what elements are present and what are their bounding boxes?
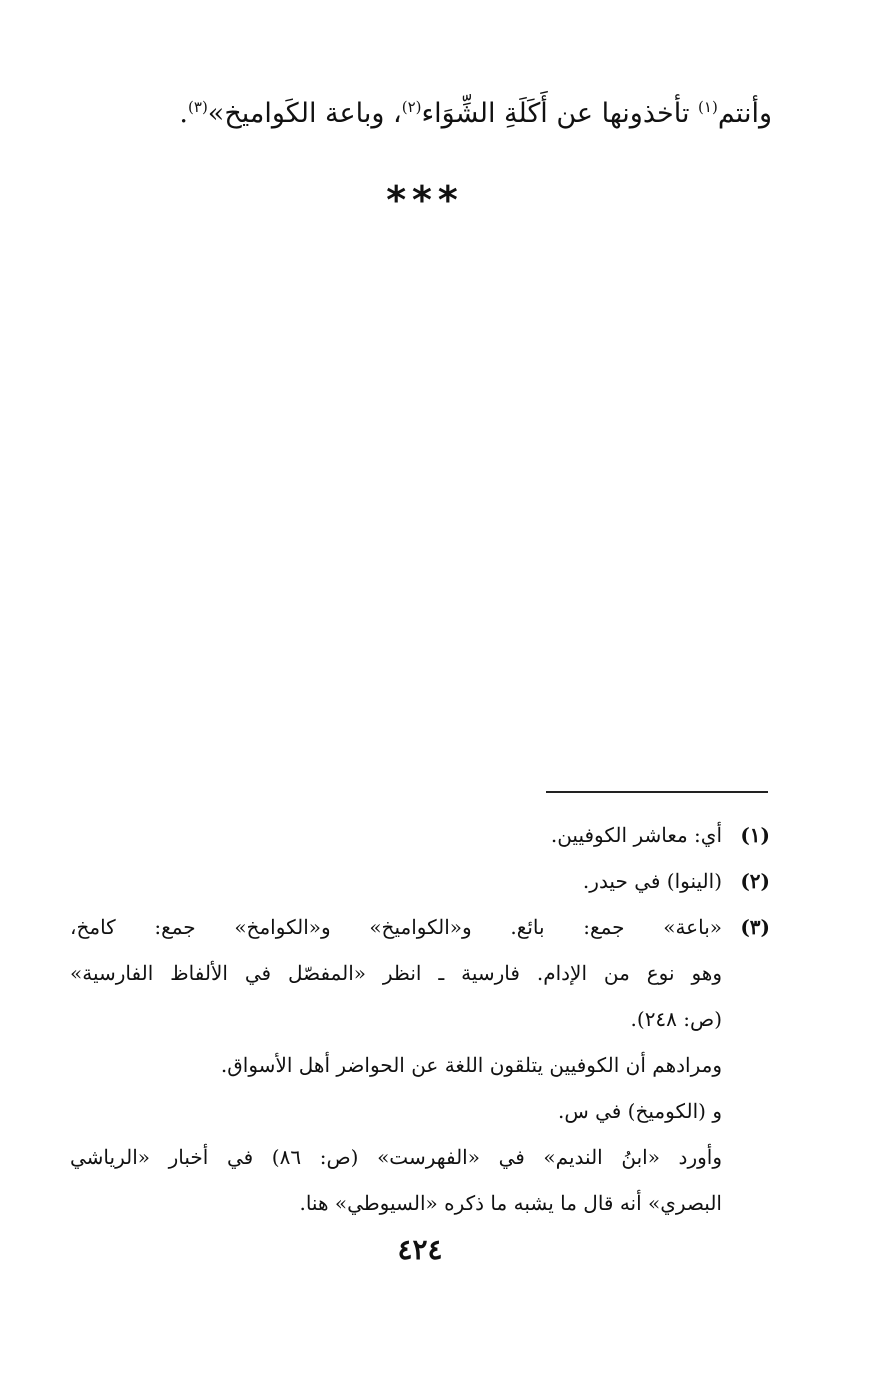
footnote-number: (٣) <box>740 915 770 939</box>
footnote-line: وأورد «ابنُ النديم» في «الفهرست» (ص: ٨٦) في أخبار «الرياشي <box>70 1145 722 1169</box>
verse-text-1: وأنتم <box>717 98 772 129</box>
page-number: ٤٢٤ <box>397 1233 443 1266</box>
footnote-divider <box>546 791 768 793</box>
footnote-ref-2[interactable]: (٢) <box>401 98 422 116</box>
footnote-ref-1[interactable]: (١) <box>698 98 718 116</box>
verse-text-2: تأخذونها عن أَكَلَةِ الشِّوَاء <box>421 98 699 129</box>
footnote-number: (٢) <box>740 869 770 893</box>
footnote-line: (ص: ٢٤٨). <box>630 1007 722 1031</box>
footnote-1 <box>70 812 770 858</box>
verse-line <box>179 98 772 129</box>
footnote-line: «باعة» جمع: بائع. و«الكواميخ» و«الكوامخ» جمع: كامخ، <box>70 915 722 939</box>
footnote-line: وهو نوع من الإدام. فارسية ـ انظر «المفصّل في الألفاظ الفارسية» <box>70 961 722 985</box>
footnotes <box>70 812 770 1226</box>
footnote-2 <box>70 858 770 904</box>
verse-text-4: . <box>179 98 189 129</box>
footnote-3 <box>70 904 770 1226</box>
footnote-line: ومرادهم أن الكوفيين يتلقون اللغة عن الحواضر أهل الأسواق. <box>220 1053 722 1077</box>
section-separator: *** <box>386 178 464 222</box>
verse-text-3: ، وباعة الكَواميخ» <box>207 98 402 129</box>
footnote-line: و (الكوميخ) في س. <box>557 1099 722 1123</box>
footnote-line: أي: معاشر الكوفيين. <box>550 823 722 847</box>
footnote-ref-3[interactable]: (٣) <box>188 98 208 116</box>
footnote-number: (١) <box>740 823 770 847</box>
footnote-line: (الينوا) في حيدر. <box>582 869 722 893</box>
footnote-line: البصري» أنه قال ما يشبه ما ذكره «السيوطي» هنا. <box>299 1191 722 1215</box>
